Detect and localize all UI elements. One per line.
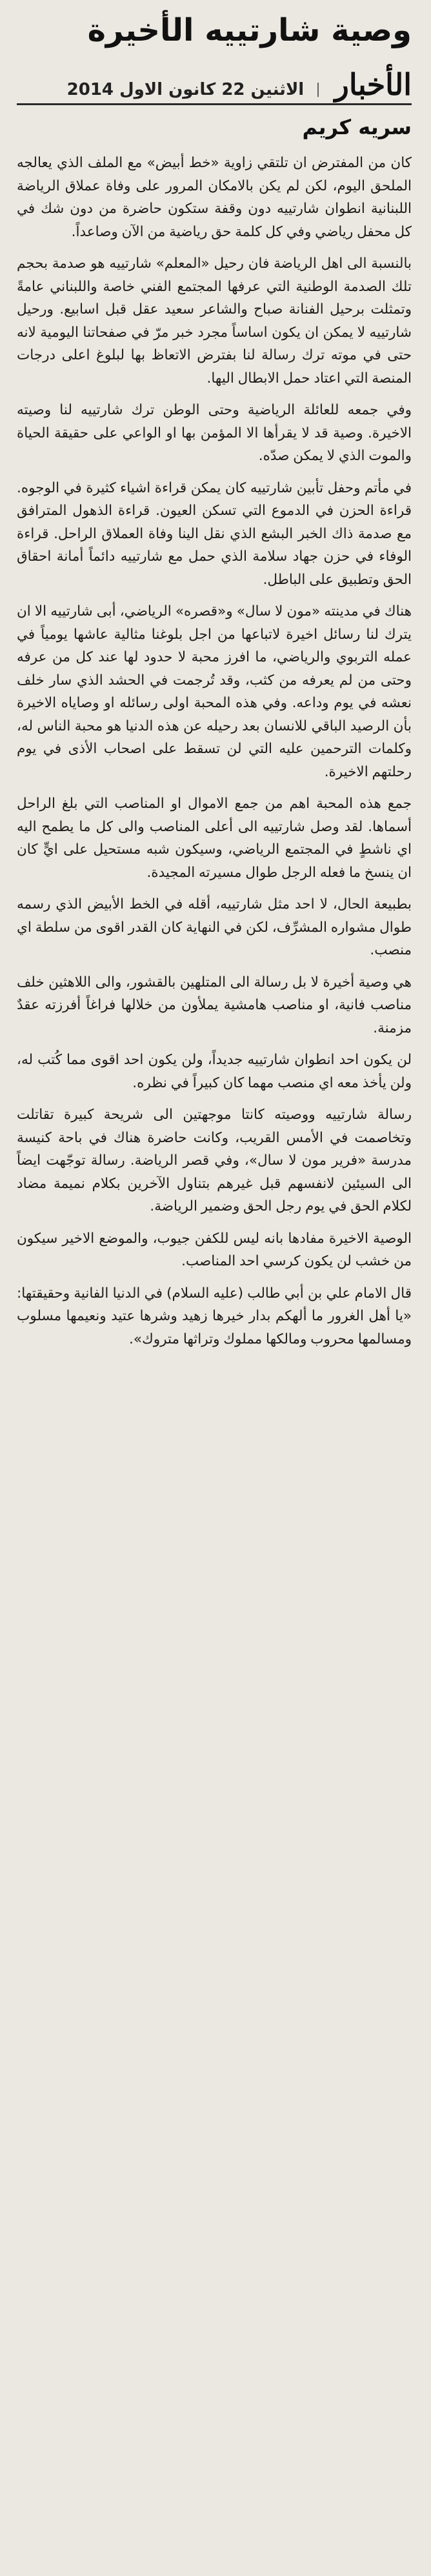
newspaper-logo: الأخبار xyxy=(334,67,412,102)
masthead-separator: | xyxy=(316,81,321,97)
paragraph: هناك في مدينته «مون لا سال» و«قصره» الرياضي، أبى شارتييه الا ان يترك لنا رسائل اخيرة لاتباعها من اجل بلوغنا مثالية عاشها يومياً في عمله التربوي والرياضي، ما افرز محبة لا حدود لها عند كل من عرفه وحتى من لم يعرفه من كثب، وقد تُرجمت في الحشد الذي سار خلف نعشه في يوم وداعه. وفي هذه المحبة اولى رسائله او وصاياه الاخيرة بأن الرصيد الباقي للانسان بعد رحيله عن هذه الدنيا هو محبة الناس له، وكلمات الترحمين عليه التي لن تسقط على اصحاب الأذى في يوم رحلتهم الاخيرة. xyxy=(17,603,412,780)
paragraph: لن يكون احد انطوان شارتييه جديداً، ولن يكون احد اقوى مما كُتب له، ولن يأخذ معه اي منصب مهما كان كبيراً في نظره. xyxy=(17,1052,412,1091)
paragraph: بالنسبة الى اهل الرياضة فان رحيل «المعلم» شارتييه هو صدمة بحجم تلك الصدمة الوطنية التي عرفها المجتمع الفني خاصة واللبناني عامةً وتمثلت برحيل الفنانة صباح والشاعر سعيد عقل قبل اسابيع. ورحيل شارتييه لا يمكن ان يكون اساساً مجرد خبر مرّ في صفحاتنا اليومية لانه حتى في موته ترك رسالة لنا بفترض الاتعاظ بها لبلوغ اعلى درجات المنصة التي اعتاد حمل الابطال اليها. xyxy=(17,256,412,387)
paragraph: قال الامام علي بن أبي طالب (عليه السلام) في الدنيا الفانية وحقيقتها: «يا أهل الغرور ما ألهكم بدار خيرها زهيد وشرها عتيد ونعيمها مسلوب ومسالمها محروب ومالكها مملوك وتراثها متروك». xyxy=(17,1285,412,1347)
paragraph: الوصية الاخيرة مفادها بانه ليس للكفن جيوب، والموضع الاخير سيكون من خشب لن يكون كرسي احد المناصب. xyxy=(17,1230,412,1269)
paragraph: رسالة شارتييه ووصيته كانتا موجهتين الى شريحة كبيرة تقاتلت وتخاصمت في الأمس القريب، وكانت حاضرة هناك في باحة كنيسة مدرسة «فرير مون لا سال»، وفي قصر الرياضة. رسالة توجّهت ايضاً الى السيئين لانفسهم قبل غيرهم بتناول الآخرين بكلام نميمة مضاد لكلام الحق في يوم رجل الحق وضمير الرياضة. xyxy=(17,1107,412,1214)
headline: وصية شارتييه الأخيرة xyxy=(87,12,412,48)
paragraph: كان من المفترض ان تلتقي زاوية «خط أبيض» مع الملف الذي يعالجه الملحق اليوم، لكن لم يكن بالامكان المرور على وفاة عملاق الرياضة اللبنانية انطوان شارتييه دون وقفة ستكون حاضرة من دون شك في كل محفل رياضي وفي كل كلمة حق رياضية من الآن وصاعداً. xyxy=(17,155,412,240)
publication-date: الاثنين 22 كانون الاول 2014 xyxy=(66,80,305,99)
paragraph: هي وصية أخيرة لا بل رسالة الى المتلهين بالقشور، والى اللاهثين خلف مناصب فانية، او مناصب هامشية يملأون من خلالها فراغاً أفرزته عقدٌ مزمنة. xyxy=(17,974,412,1036)
paragraph: جمع هذه المحبة اهم من جمع الاموال او المناصب التي بلغ الراحل أسماها. لقد وصل شارتييه الى أعلى المناصب والى كل ما يطمح اليه اي ناشطٍ في المجتمع الرياضي، وسيكون شبه مستحيل على ايٍّ كان ان ينسخ ما فعله الرجل طوال مسيرته المجيدة. xyxy=(17,796,412,881)
paragraph: في مأتم وحفل تأبين شارتييه كان يمكن قراءة اشياء كثيرة في الوجوه. قراءة الحزن في الدموع التي تسكن العيون. قراءة الذهول المترافق مع صدمة ذاك الخبر البشع الذي نقل الينا وفاة العملاق الراحل. قراءة الوفاء في حزن جهاد سلامة الذي حمل مع شارتييه دائماً أمانة احقاق الحق وتطبيق على الباطل. xyxy=(17,479,412,588)
paragraph: وفي جمعه للعائلة الرياضية وحتى الوطن ترك شارتييه لنا وصيته الاخيرة. وصية قد لا يقرأها الا المؤمن بها او الواعي على حقيقة الحياة والموت الذي لا يمكن صدّه. xyxy=(17,402,412,464)
masthead-row xyxy=(17,58,412,105)
article-body xyxy=(17,152,412,1351)
author-name: سريه كريم xyxy=(302,115,412,139)
paragraph: بطبيعة الحال، لا احد مثل شارتييه، أقله في الخط الأبيض الذي رسمه طوال مشواره المشرِّف، لكن في النهاية كان القدر اقوى من سلطة اي منصب. xyxy=(17,896,412,958)
